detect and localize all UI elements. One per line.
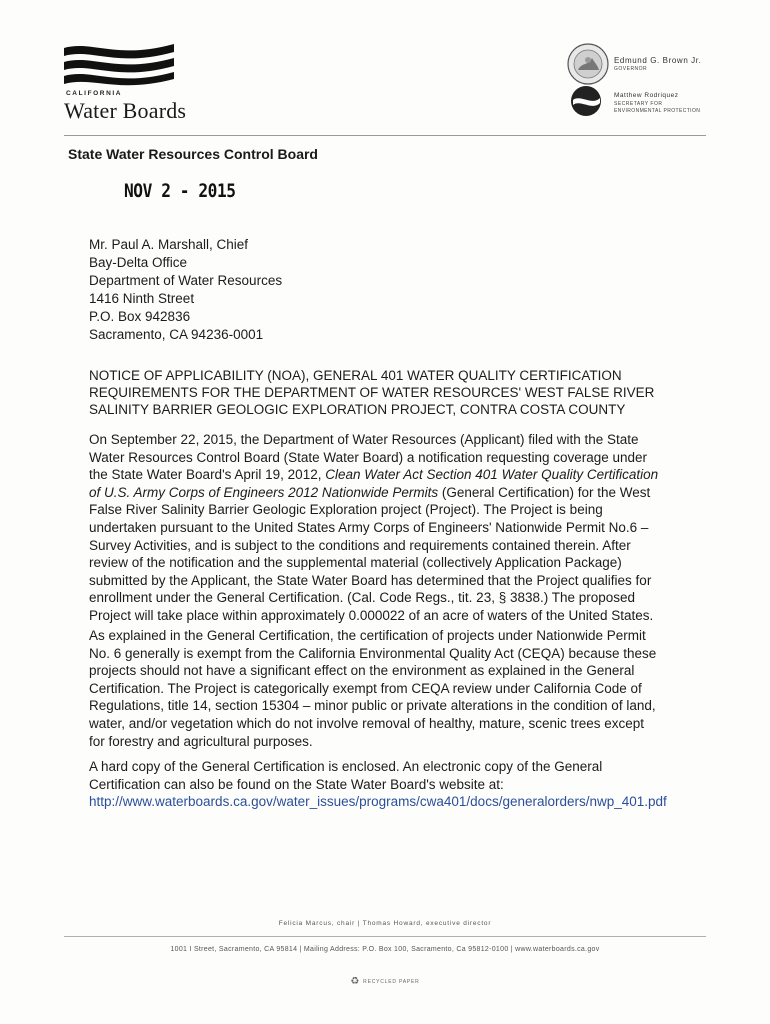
citation-title: Clean Water Act Section 401 Water Quality Certification bbox=[325, 467, 659, 483]
paragraph-line: projects should not have a significant effect on the environment as explained in the General bbox=[89, 663, 635, 679]
footer-divider bbox=[64, 936, 706, 937]
footer-officials: Felicia Marcus, chair | Thomas Howard, executive director bbox=[278, 920, 492, 927]
paragraph-line: As explained in the General Certification, the certification of projects under Nationwide Permit bbox=[89, 628, 646, 643]
subject-line: SALINITY BARRIER GEOLOGIC EXPLORATION PROJECT, CONTRA COSTA COUNTY bbox=[89, 402, 626, 417]
secretary-title-line2: ENVIRONMENTAL PROTECTION bbox=[614, 108, 701, 114]
secretary-name: Matthew Rodriquez bbox=[614, 92, 679, 99]
recycled-paper-label: RECYCLED PAPER bbox=[363, 978, 420, 985]
paragraph-line: Regulations, title 14, section 15304 – minor public or private alterations in the condition of land, bbox=[89, 698, 656, 714]
paragraph-line: On September 22, 2015, the Department of Water Resources (Applicant) filed with the State bbox=[89, 432, 639, 447]
calepa-logo-icon bbox=[564, 84, 610, 118]
paragraph-line: Certification can also be found on the State Water Board's website at: bbox=[89, 776, 504, 792]
address-line: Department of Water Resources bbox=[89, 273, 283, 288]
governor-name: Edmund G. Brown Jr. bbox=[614, 56, 702, 65]
water-boards-logo-icon bbox=[62, 42, 178, 92]
paragraph-line: Survey Activities, and is subject to the conditions and requirements contained therein. After bbox=[89, 537, 631, 553]
recycled-paper-note bbox=[0, 976, 770, 987]
body-paragraph-1 bbox=[89, 431, 689, 625]
california-seal-icon bbox=[566, 42, 610, 86]
secretary-title-line1: SECRETARY FOR bbox=[614, 101, 663, 107]
address-line: 1416 Ninth Street bbox=[89, 291, 195, 306]
recycle-icon: ♻ bbox=[350, 976, 361, 987]
address-line: Mr. Paul A. Marshall, Chief bbox=[89, 237, 249, 252]
paragraph-line: False River Salinity Barrier Geologic Exploration project (Project). The Project is being bbox=[89, 502, 603, 518]
subject-line: NOTICE OF APPLICABILITY (NOA), GENERAL 401 WATER QUALITY CERTIFICATION bbox=[89, 368, 622, 383]
paragraph-line: undertaken pursuant to the United States Army Corps of Engineers' Nationwide Permit No.6 – bbox=[89, 519, 649, 535]
address-line: Bay-Delta Office bbox=[89, 255, 188, 270]
recipient-address bbox=[89, 236, 282, 344]
citation-title: of U.S. Army Corps of Engineers 2012 Nationwide Permits bbox=[89, 484, 439, 500]
address-line: Sacramento, CA 94236-0001 bbox=[89, 327, 264, 342]
paragraph-line: A hard copy of the General Certification is enclosed. An electronic copy of the General bbox=[89, 759, 603, 774]
subject-heading bbox=[89, 367, 689, 418]
body-paragraph-3 bbox=[89, 758, 689, 811]
paragraph-line: submitted by the Applicant, the State Water Board has determined that the Project qualifies for bbox=[89, 572, 652, 588]
paragraph-line: water, and/or vegetation which do not involve removal of healthy, mature, scenic trees except bbox=[89, 715, 645, 731]
general-certification-link[interactable]: http://www.waterboards.ca.gov/water_issues/programs/cwa401/docs/generalorders/nwp_401.pdf bbox=[89, 794, 667, 810]
board-name: State Water Resources Control Board bbox=[68, 146, 318, 162]
header-divider bbox=[64, 135, 706, 136]
date-stamp: NOV 2 - 2015 bbox=[124, 180, 236, 202]
paragraph-line: Project will take place within approximately 0.000022 of an acre of waters of the United States. bbox=[89, 607, 654, 623]
paragraph-line: review of the notification and the supplemental material (collectively Application Package) bbox=[89, 555, 622, 571]
paragraph-line: for forestry and agricultural purposes. bbox=[89, 733, 313, 749]
address-line: P.O. Box 942836 bbox=[89, 309, 191, 324]
footer-address: 1001 I Street, Sacramento, CA 95814 | Mailing Address: P.O. Box 100, Sacramento, Ca 95812-0100 | www.waterboards.ca.gov bbox=[170, 946, 600, 953]
logo-wordmark: Water Boards bbox=[64, 98, 187, 123]
paragraph-line: of U.S. Army Corps of Engineers 2012 Nationwide Permits (General Certification) for the West bbox=[89, 484, 651, 500]
paragraph-line: the State Water Board's April 19, 2012, Clean Water Act Section 401 Water Quality Certification bbox=[89, 467, 659, 483]
logo-state-label: CALIFORNIA bbox=[66, 90, 123, 97]
paragraph-line: enrollment under the General Certification. (Cal. Code Regs., tit. 23, § 3838.) The proposed bbox=[89, 590, 636, 606]
paragraph-line: Water Resources Control Board (State Water Board) a notification requesting coverage under bbox=[89, 449, 648, 465]
paragraph-line: Certification. The Project is categorically exempt from CEQA review under California Code of bbox=[89, 680, 642, 696]
paragraph-line: No. 6 generally is exempt from the California Environmental Quality Act (CEQA) because these bbox=[89, 645, 657, 661]
governor-title: GOVERNOR bbox=[614, 66, 648, 72]
subject-line: REQUIREMENTS FOR THE DEPARTMENT OF WATER RESOURCES' WEST FALSE RIVER bbox=[89, 385, 655, 400]
body-paragraph-2 bbox=[89, 627, 689, 750]
